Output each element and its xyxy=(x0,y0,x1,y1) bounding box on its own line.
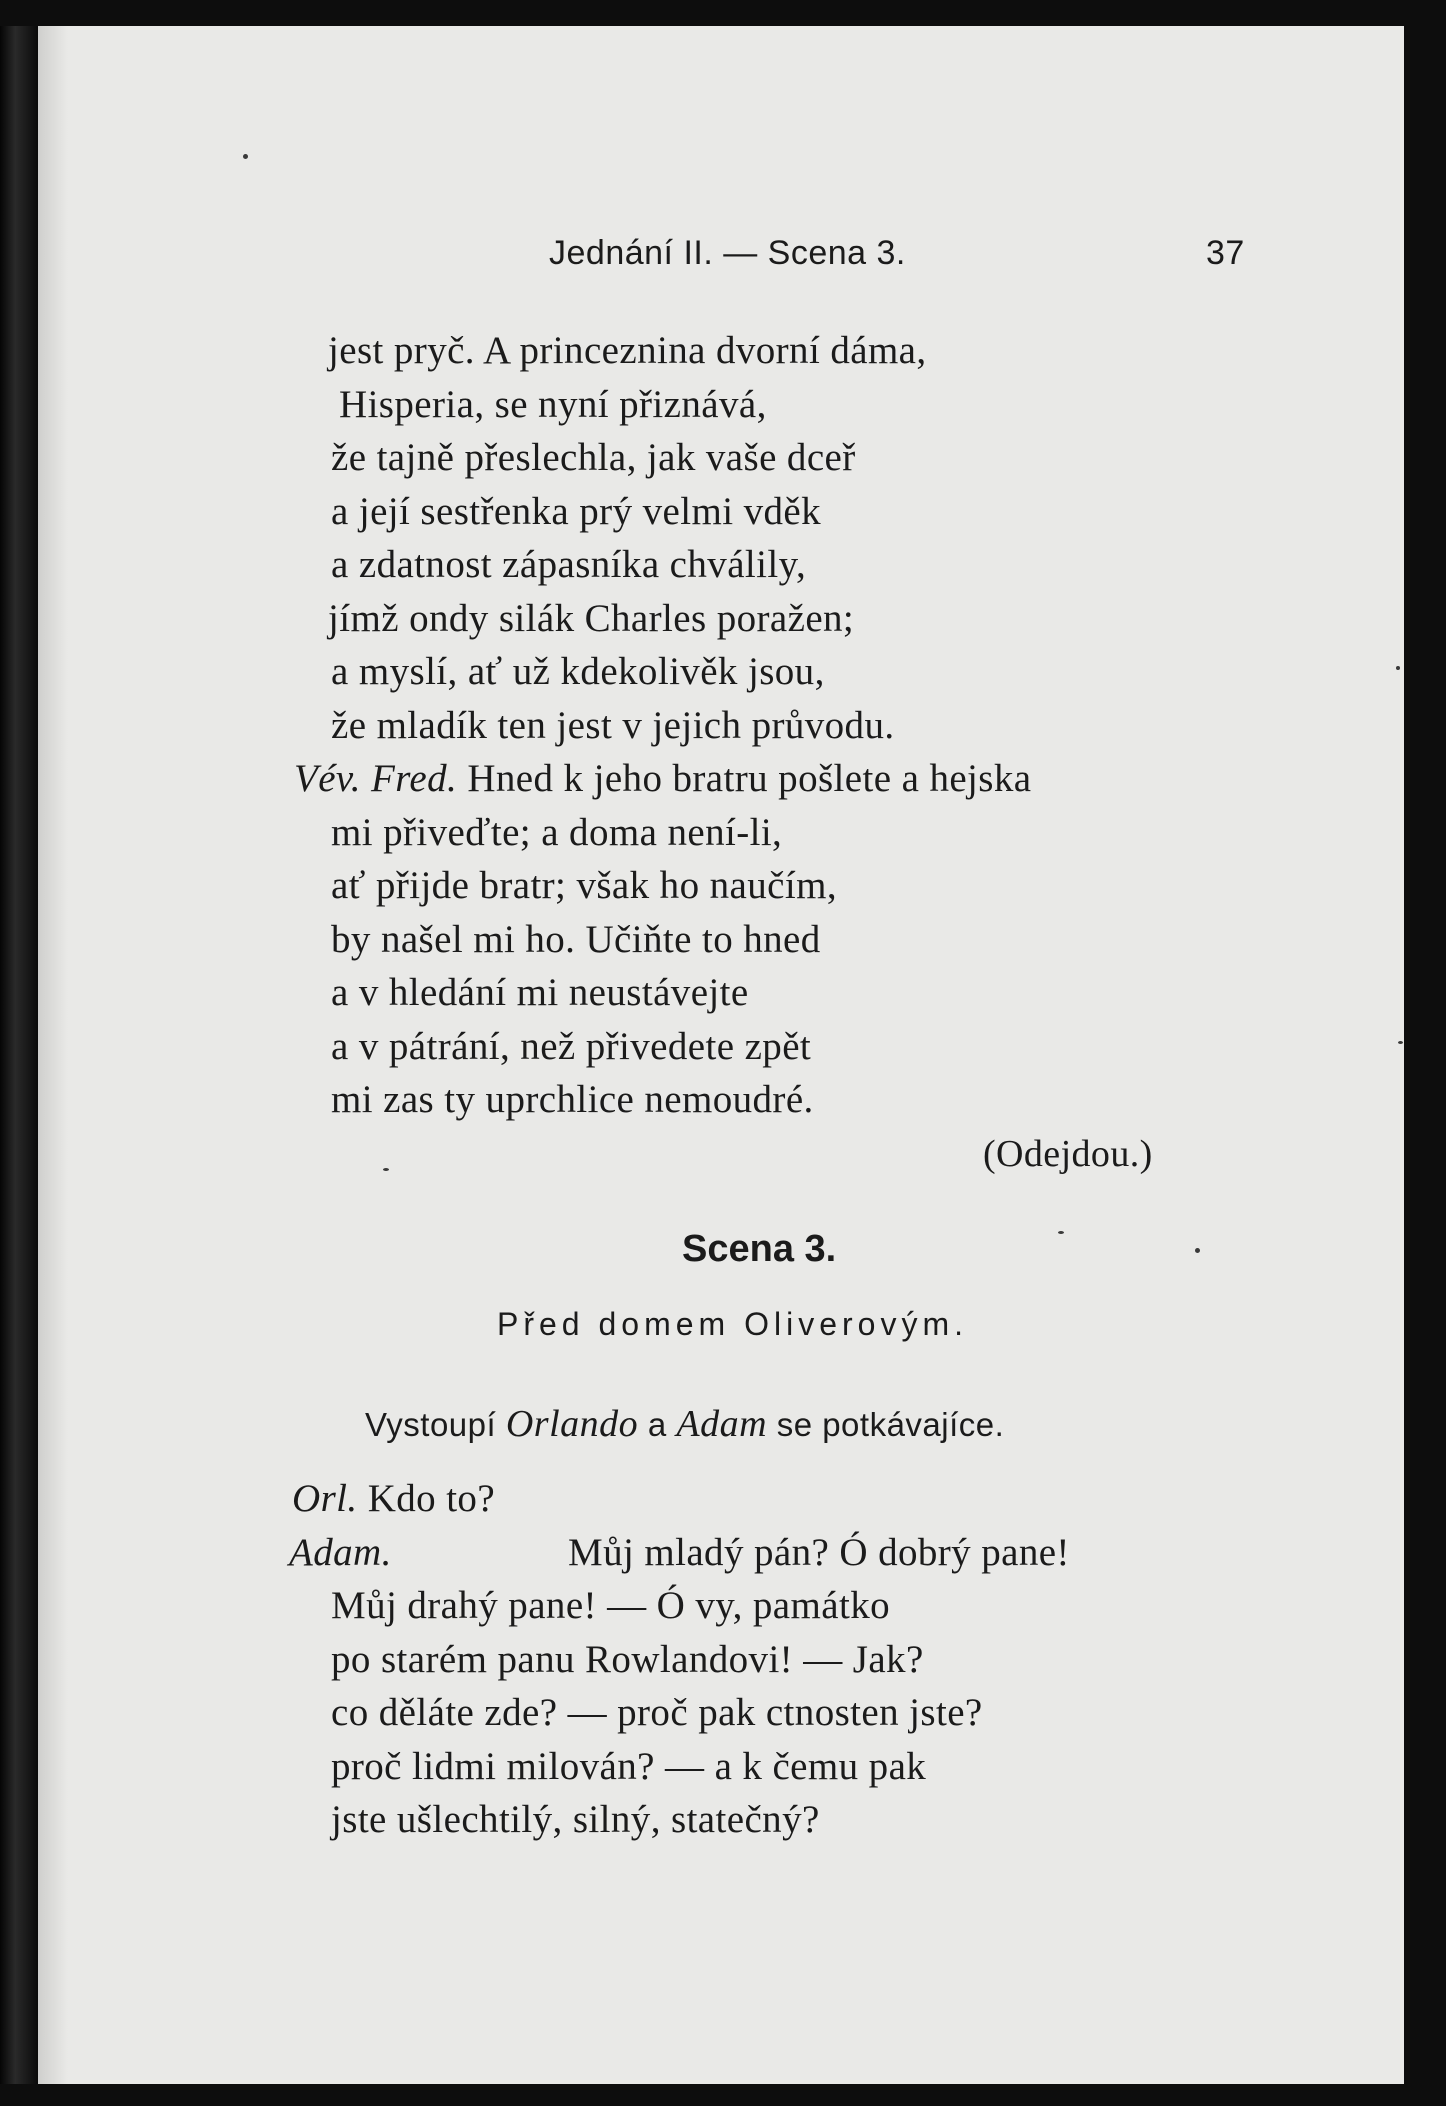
verse-line: co děláte zde? — proč pak ctnosten jste? xyxy=(331,1691,983,1734)
scene-title: Scena 3. xyxy=(682,1228,837,1270)
character-name: Orlando xyxy=(505,1403,639,1445)
speech-text: Hned k jeho bratru pošlete a hejska xyxy=(467,757,1032,800)
scan-speck xyxy=(1398,1041,1403,1044)
speaker-orlando: Orl. xyxy=(292,1477,358,1520)
scan-speck xyxy=(243,154,248,159)
entrance-word: Vystoupí xyxy=(365,1406,497,1443)
scene-place: Před domem Oliverovým. xyxy=(497,1306,968,1342)
speaker-fred: Vév. Fred. xyxy=(294,757,458,800)
speaker-adam: Adam. xyxy=(289,1531,392,1574)
scan-speck xyxy=(1058,1231,1064,1234)
verse-line: jímž ondy silák Charles poražen; xyxy=(328,597,855,640)
speech-orlando xyxy=(292,1472,495,1525)
entrance-word: a xyxy=(647,1406,667,1443)
stage-direction-entrance xyxy=(365,1402,1004,1446)
verse-line: že mladík ten jest v jejich průvodu. xyxy=(331,704,895,747)
book-page xyxy=(38,26,1404,2084)
scan-speck xyxy=(1396,666,1400,670)
verse-line: a v pátrání, než přivedete zpět xyxy=(331,1025,812,1068)
book-gutter xyxy=(0,26,38,2084)
stage-direction-exit: (Odejdou.) xyxy=(983,1133,1153,1175)
verse-line: po starém panu Rowlandovi! — Jak? xyxy=(331,1638,924,1681)
running-head: Jednání II. — Scena 3. xyxy=(549,234,906,272)
character-name: Adam xyxy=(676,1403,768,1445)
speech-text: Můj mladý pán? Ó dobrý pane! xyxy=(568,1531,1070,1574)
scan-speck xyxy=(1195,1248,1200,1253)
verse-line: proč lidmi milován? — a k čemu pak xyxy=(331,1745,927,1788)
verse-line: ať přijde bratr; však ho naučím, xyxy=(331,864,837,907)
verse-line: a myslí, ať už kdekolivěk jsou, xyxy=(331,650,825,693)
scan-speck xyxy=(383,1168,389,1171)
entrance-word: se potkávajíce. xyxy=(776,1406,1005,1443)
verse-line: že tajně přeslechla, jak vaše dceř xyxy=(331,436,856,479)
verse-line: Hisperia, se nyní přiznává, xyxy=(339,383,767,426)
verse-line: Můj drahý pane! — Ó vy, památko xyxy=(331,1584,890,1627)
verse-line: jest pryč. A princeznina dvorní dáma, xyxy=(328,329,927,372)
verse-line: mi přiveďte; a doma není-li, xyxy=(331,811,783,854)
verse-line: a v hledání mi neustávejte xyxy=(331,971,749,1014)
speech-fred-first-line xyxy=(294,752,1031,805)
speech-text: Kdo to? xyxy=(367,1477,496,1520)
verse-line: mi zas ty uprchlice nemoudré. xyxy=(331,1078,814,1121)
verse-line: jste ušlechtilý, silný, statečný? xyxy=(331,1798,820,1841)
page-number: 37 xyxy=(1206,234,1245,272)
verse-line: a její sestřenka prý velmi vděk xyxy=(331,490,821,533)
verse-line: a zdatnost zápasníka chválily, xyxy=(331,543,807,586)
verse-line: by našel mi ho. Učiňte to hned xyxy=(331,918,821,961)
